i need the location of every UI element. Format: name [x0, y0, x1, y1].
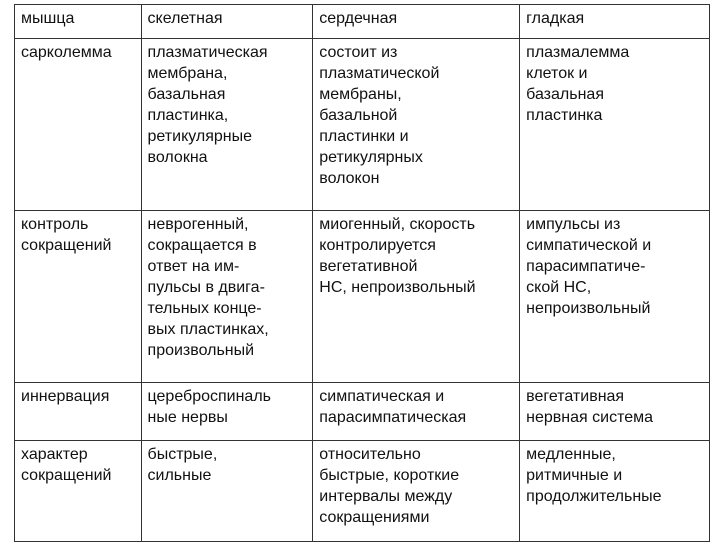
table-cell: [141, 383, 313, 441]
cell-text-line: контроль: [21, 216, 89, 233]
table-cell: [520, 441, 710, 542]
table-cell: [313, 39, 520, 211]
cell-text-line: ответ на им-: [147, 258, 240, 275]
table-body: [15, 5, 710, 542]
cell-text-line: состоит из: [319, 44, 398, 61]
cell-text-line: нервная система: [526, 409, 654, 426]
header-cell-skeletal: [141, 5, 313, 39]
table-cell: [141, 211, 313, 383]
cell-text-line: миогенный, скорость: [319, 216, 476, 233]
cell-text-line: мембраны,: [319, 86, 402, 103]
cell-text-line: сокращений: [21, 237, 112, 254]
cell-text-line: НС, непроизвольный: [319, 279, 476, 296]
cell-text-line: волокна: [147, 149, 208, 166]
table-cell: [520, 39, 710, 211]
table-cell: [313, 441, 520, 542]
cell-text-line: иннервация: [21, 388, 110, 405]
cell-text-line: характер: [21, 446, 88, 463]
cell-text-line: сокращений: [21, 467, 112, 484]
cell-text-line: импульсы из: [526, 216, 621, 233]
cell-text-line: пластинка: [526, 107, 603, 124]
row-label-cell: [15, 383, 142, 441]
cell-text-line: плазматическая: [147, 44, 268, 61]
cell-text-line: тельных конце-: [147, 300, 262, 317]
cell-text-line: парасимпатиче-: [526, 258, 646, 275]
cell-text-line: сильные: [147, 467, 212, 484]
cell-text-line: ской НС,: [526, 279, 592, 296]
cell-text-line: плазмалемма: [526, 44, 630, 61]
header-cell-smooth: [520, 5, 710, 39]
cell-text-line: сокращается в: [147, 237, 257, 254]
table-row: [15, 211, 710, 383]
cell-text-line: базальная: [147, 86, 226, 103]
cell-text-line: интервалы между: [319, 488, 453, 505]
header-row: [15, 5, 710, 39]
table-cell: [313, 383, 520, 441]
row-label-cell: [15, 441, 142, 542]
cell-text-line: быстрые, короткие: [319, 467, 460, 484]
header-label: мышца: [21, 10, 75, 27]
header-label: скелетная: [147, 10, 223, 27]
cell-text-line: вегетативная: [526, 388, 625, 405]
cell-text-line: медленные,: [526, 446, 616, 463]
cell-text-line: сокращениями: [319, 509, 430, 526]
cell-text-line: непроизвольный: [526, 300, 651, 317]
header-cell-muscle: [15, 5, 142, 39]
cell-text-line: мембрана,: [147, 65, 228, 82]
cell-text-line: цереброспиналь: [147, 388, 271, 405]
cell-text-line: продолжительные: [526, 488, 662, 505]
table-cell: [520, 211, 710, 383]
cell-text-line: ретикулярных: [319, 149, 423, 166]
cell-text-line: ритмичные и: [526, 467, 623, 484]
table-cell: [313, 211, 520, 383]
cell-text-line: пластинки и: [319, 128, 409, 145]
cell-text-line: плазматической: [319, 65, 440, 82]
cell-text-line: вых пластинках,: [147, 321, 269, 338]
table-cell: [520, 383, 710, 441]
cell-text-line: клеток и: [526, 65, 588, 82]
cell-text-line: пластинка,: [147, 107, 229, 124]
cell-text-line: парасимпатическая: [319, 409, 467, 426]
cell-text-line: базальной: [319, 107, 398, 124]
header-label: сердечная: [319, 10, 398, 27]
table-row: [15, 39, 710, 211]
table-row: [15, 441, 710, 542]
cell-text-line: пульсы в двига-: [147, 279, 265, 296]
row-label-cell: [15, 211, 142, 383]
cell-text-line: ные нервы: [147, 409, 228, 426]
header-label: гладкая: [526, 10, 585, 27]
cell-text-line: неврогенный,: [147, 216, 249, 233]
cell-text-line: быстрые,: [147, 446, 218, 463]
cell-text-line: симпатической и: [526, 237, 652, 254]
cell-text-line: волокон: [319, 170, 380, 187]
cell-text-line: относительно: [319, 446, 421, 463]
cell-text-line: произвольный: [147, 342, 255, 359]
cell-text-line: вегетативной: [319, 258, 418, 275]
table-row: [15, 383, 710, 441]
cell-text-line: симпатическая и: [319, 388, 445, 405]
table-cell: [141, 441, 313, 542]
row-label-cell: [15, 39, 142, 211]
cell-text-line: базальная: [526, 86, 604, 103]
header-cell-cardiac: [313, 5, 520, 39]
cell-text-line: контролируется: [319, 237, 436, 254]
cell-text-line: сарколемма: [21, 44, 112, 61]
cell-text-line: ретикулярные: [147, 128, 253, 145]
table-cell: [141, 39, 313, 211]
muscle-comparison-table: [14, 4, 710, 542]
